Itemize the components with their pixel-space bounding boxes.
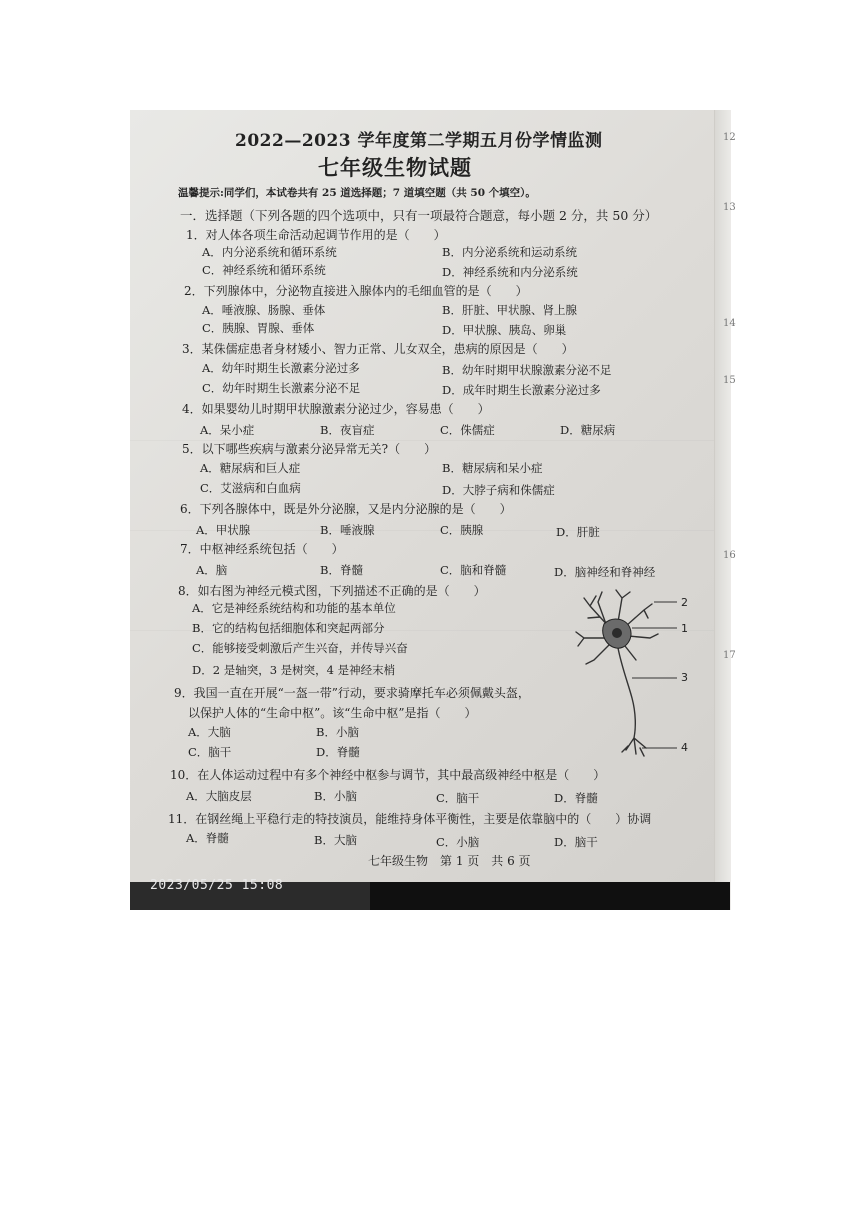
question-stem: 9．我国一直在开展“一盔一带”行动，要求骑摩托车必须佩戴头盔， [174,686,530,700]
option: A．呆小症 [200,423,255,437]
margin-number: 15 [723,375,736,386]
margin-number: 14 [723,318,736,329]
question-stem: 5．以下哪些疾病与激素分泌异常无关?（ ） [182,442,437,456]
option: B．内分泌系统和运动系统 [442,245,577,259]
option: A．内分泌系统和循环系统 [202,245,337,259]
option: C．胰腺、胃腺、垂体 [202,321,315,335]
option: C．脑和脊髓 [440,563,507,577]
margin-number: 13 [723,202,736,213]
photo-timestamp: 2023/05/25 15:08 [150,878,284,893]
exam-title: 2022—2023 学年度第二学期五月份学情监测 [235,131,603,151]
next-page-edge [714,110,731,910]
section-heading: 一．选择题（下列各题的四个选项中，只有一项最符合题意，每小题 2 分，共 50 分） [180,208,658,223]
question-stem: 7．中枢神经系统包括（ ） [180,542,344,556]
question-stem: 11．在钢丝绳上平稳行走的特技演员，能维持身体平衡性，主要是依靠脑中的（ ）协调 [168,812,652,826]
option: B．它的结构包括细胞体和突起两部分 [192,621,385,635]
question-stem: 10．在人体运动过程中有多个神经中枢参与调节，其中最高级神经中枢是（ ） [170,768,606,782]
option: B．糖尿病和呆小症 [442,461,543,475]
option: A．大脑 [188,725,231,739]
option: D．脊髓 [554,791,598,805]
option: D．肝脏 [556,525,600,539]
option: D．脊髓 [316,745,360,759]
option: A．糖尿病和巨人症 [200,461,301,475]
figure-label: 1 [681,622,688,635]
option: B．肝脏、甲状腺、肾上腺 [442,303,577,317]
option: B．幼年时期甲状腺激素分泌不足 [442,363,612,377]
option: D．2 是轴突，3 是树突，4 是神经末梢 [192,663,396,677]
option: C．神经系统和循环系统 [202,263,326,277]
question-stem: 4．如果婴幼儿时期甲状腺激素分泌过少，容易患（ ） [182,402,490,416]
margin-number: 12 [723,132,736,143]
option: C．幼年时期生长激素分泌不足 [202,381,361,395]
question-stem: 2．下列腺体中，分泌物直接进入腺体内的毛细血管的是（ ） [184,284,528,298]
option: D．糖尿病 [560,423,616,437]
margin-number: 17 [723,650,736,661]
option: C．脑干 [188,745,232,759]
question-stem: 3．某侏儒症患者身材矮小、智力正常、儿女双全，患病的原因是（ ） [182,342,574,356]
figure-label: 2 [681,596,688,609]
option: B．大脑 [314,833,357,847]
exam-tip: 温馨提示:同学们，本试卷共有 25 道选择题；7 道填空题（共 50 个填空）。 [178,187,536,199]
option: B．脊髓 [320,563,363,577]
question-stem-continued: 以保护人体的“生命中枢”。该“生命中枢”是指（ ） [188,706,477,720]
margin-number: 16 [723,550,736,561]
option: D．神经系统和内分泌系统 [442,265,578,279]
question-stem: 8．如右图为神经元模式图，下列描述不正确的是（ ） [178,584,486,598]
figure-label: 4 [681,741,688,754]
exam-subtitle: 七年级生物试题 [318,155,472,180]
option: D．成年时期生长激素分泌过多 [442,383,601,397]
photographed-exam-page [130,110,736,910]
option: D．甲状腺、胰岛、卵巢 [442,323,567,337]
option: B．小脑 [314,789,357,803]
figure-label: 3 [681,671,688,684]
option: C．小脑 [436,835,480,849]
option: C．脑干 [436,791,480,805]
option: B．小脑 [316,725,359,739]
page-footer: 七年级生物 第 1 页 共 6 页 [368,854,531,868]
question-stem: 6．下列各腺体中，既是外分泌腺，又是内分泌腺的是（ ） [180,502,512,516]
option: D．脑神经和脊神经 [554,565,656,579]
option: D．脑干 [554,835,598,849]
option: A．唾液腺、肠腺、垂体 [202,303,326,317]
option: A．幼年时期生长激素分泌过多 [202,361,360,375]
option: B．唾液腺 [320,523,375,537]
option: B．夜盲症 [320,423,375,437]
question-stem: 1．对人体各项生命活动起调节作用的是（ ） [186,228,446,242]
option: A．它是神经系统结构和功能的基本单位 [192,601,396,615]
option: A．大脑皮层 [186,789,252,803]
option: C．侏儒症 [440,423,495,437]
option: C．艾滋病和白血病 [200,481,301,495]
option: A．甲状腺 [196,523,251,537]
option: A．脊髓 [186,831,229,845]
option: D．大脖子病和侏儒症 [442,483,555,497]
option: C．能够接受刺激后产生兴奋，并传导兴奋 [192,641,408,655]
option: A．脑 [196,563,228,577]
option: C．胰腺 [440,523,484,537]
